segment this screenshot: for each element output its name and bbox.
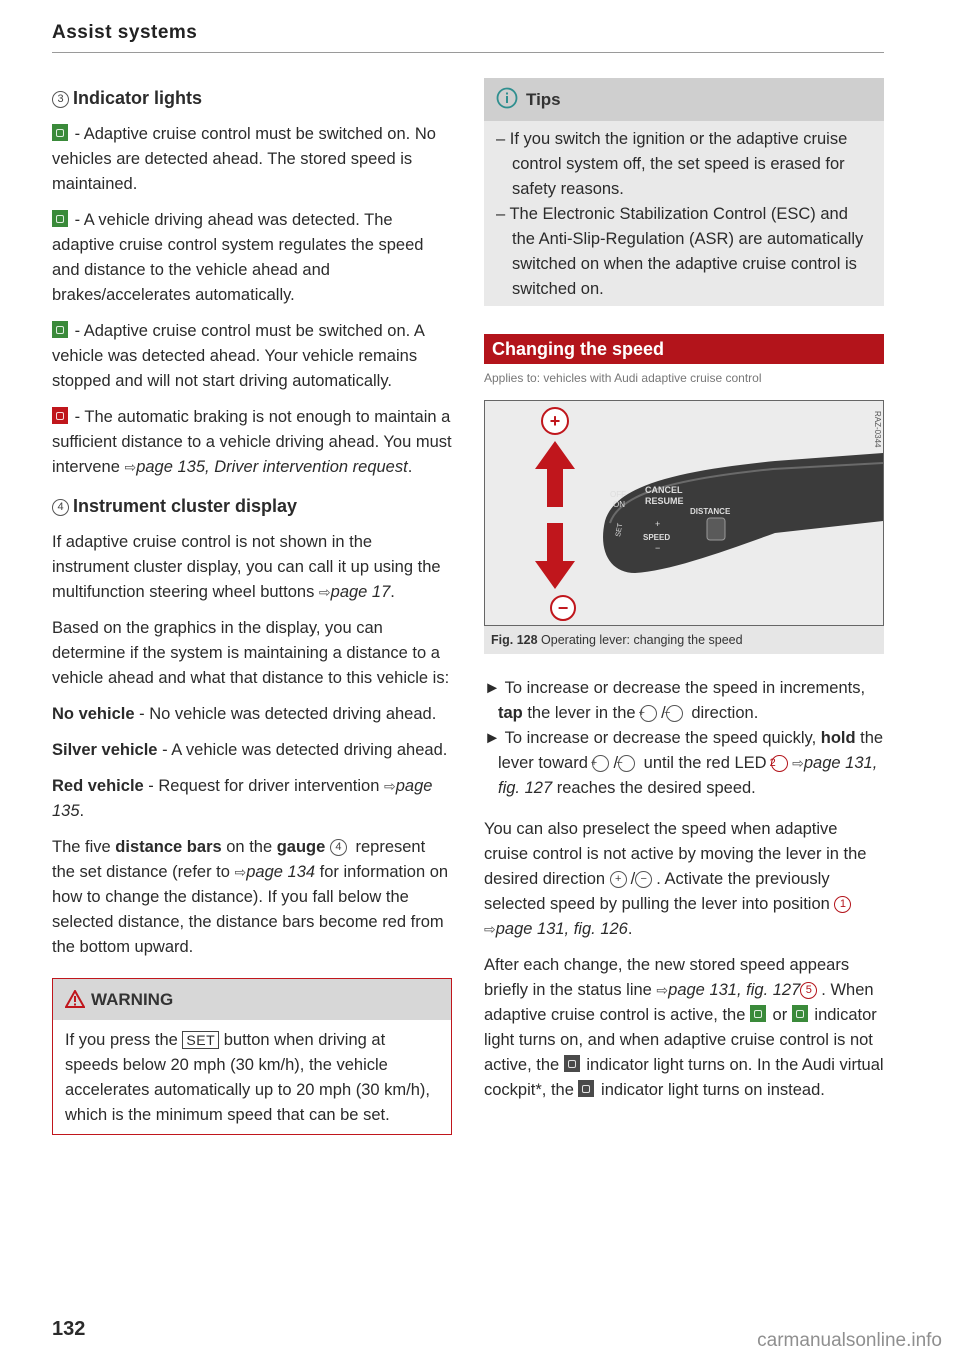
right-column [484, 78, 884, 1114]
page-ref-arrow-icon: ⇨ [124, 459, 137, 475]
paragraph: After each change, the new stored speed appears briefly in the status line ⇨page 131, fig. 127 5 . When adaptive cruise control is active, the or indicator light turns on, and when adaptive cruise control is not active, the indicator light turns on. In the Audi virtual cockpit*, the indicator light turns on instead. [484, 956, 884, 1099]
svg-text:+: + [655, 519, 661, 529]
definition-item: Silver vehicle - A vehicle was detected driving ahead. [52, 741, 448, 759]
cruise-inactive-indicator-icon [564, 1055, 580, 1072]
paragraph: The five distance bars on the gauge 4 represent the set distance (refer to ⇨page 134 for information on how to change the distance). If you fall below the selected distance, the distance bars become red from the bottom upward. [52, 838, 449, 956]
driver-intervention-indicator-icon [52, 407, 68, 424]
svg-text:ON: ON [613, 500, 625, 509]
minus-symbol: − [666, 705, 683, 722]
warning-triangle-icon [65, 990, 85, 1008]
cruise-active-indicator-icon [792, 1005, 808, 1022]
instruction-item: ► To increase or decrease the speed in increments, tap the lever in the + /− direction. [484, 679, 866, 722]
indicator-item: - Adaptive cruise control must be switched on. A vehicle was detected ahead. Your vehicle remains stopped and will not start driving automatically. [52, 322, 425, 390]
svg-text:−: − [655, 543, 661, 553]
plus-symbol: + [640, 705, 657, 722]
tip-item: – If you switch the ignition or the adaptive cruise control system off, the set speed is erased for safety reasons. [496, 130, 848, 198]
page-link[interactable]: page 131, fig. 126 [495, 920, 628, 938]
callout-number: 5 [800, 982, 817, 999]
plus-label: + [549, 411, 561, 431]
paragraph: Based on the graphics in the display, you can determine if the system is maintaining a distance to a vehicle ahead and what that distance to this vehicle is: [52, 619, 450, 687]
cluster-display-heading: 4 Instrument cluster display [52, 494, 452, 518]
page-ref-arrow-icon: ⇨ [384, 778, 396, 794]
indicator-lights-heading: 3 Indicator lights [52, 86, 452, 110]
page-ref-arrow-icon: ⇨ [234, 864, 247, 880]
indicator-item: - A vehicle driving ahead was detected. The adaptive cruise control system regulates the speed and distance to the vehicle ahead and brakes/accelerates automatically. [52, 211, 424, 304]
tip-item: – The Electronic Stabilization Control (ESC) and the Anti-Slip-Regulation (ASR) are automatically switched on when the adaptive cruise control is switched on. [496, 205, 864, 298]
cruise-vehicle-indicator-icon [52, 210, 68, 227]
section-heading: Changing the speed [484, 334, 884, 364]
svg-text:SPEED: SPEED [643, 533, 671, 542]
cruise-indicator-icon [52, 124, 68, 141]
minus-symbol: − [618, 755, 635, 772]
svg-text:RESUME: RESUME [645, 496, 684, 506]
page-link[interactable]: page 135, Driver intervention request [136, 458, 408, 476]
site-watermark: carmanualsonline.info [757, 1330, 942, 1351]
tips-box [484, 78, 884, 306]
svg-text:SET: SET [615, 522, 625, 538]
minus-symbol: − [635, 871, 652, 888]
page-ref-arrow-icon: ⇨ [656, 982, 669, 998]
paragraph: If adaptive cruise control is not shown in the instrument cluster display, you can call it up using the multifunction steering wheel buttons ⇨page 17. [52, 533, 441, 601]
lever-illustration [485, 401, 883, 625]
callout-number: 3 [52, 91, 69, 108]
paragraph: You can also preselect the speed when adaptive cruise control is not active by moving the lever in the desired direction + / − . Activate the previously selected speed by pulling the lever into position 1⇨page 131, fig. 126. [484, 820, 867, 938]
page-link[interactable]: page 131, fig. 127 [668, 981, 801, 999]
set-button-label: SET [182, 1031, 219, 1049]
indicator-item: - The automatic braking is not enough to maintain a sufficient distance to a vehicle driving ahead. You must intervene ⇨page 135, Driver intervention request. [52, 408, 452, 476]
indicator-item: - Adaptive cruise control must be switched on. No vehicles are detected ahead. The stored speed is maintained. [52, 125, 436, 193]
figure-code: RAZ-0344 [873, 411, 882, 448]
page-ref-arrow-icon: ⇨ [792, 755, 804, 771]
section-title: Assist systems [52, 22, 198, 43]
left-column [52, 86, 452, 1135]
tips-header: Tips [484, 78, 884, 121]
callout-number: 4 [330, 839, 347, 856]
warning-box [52, 978, 452, 1135]
page-link[interactable]: page 135 [52, 777, 433, 820]
svg-text:OFF: OFF [610, 490, 626, 499]
info-icon [496, 87, 518, 109]
tips-body [484, 121, 884, 306]
cruise-stopped-indicator-icon [52, 321, 68, 338]
page-ref-arrow-icon: ⇨ [484, 921, 496, 937]
lever-figure [484, 400, 884, 626]
page-link[interactable]: page 131, fig. 127 [498, 754, 878, 797]
page-header [52, 22, 884, 53]
page-number: 132 [52, 1318, 86, 1340]
cruise-active-indicator-icon [750, 1005, 766, 1022]
callout-number: 4 [52, 499, 69, 516]
virtual-cockpit-indicator-icon [578, 1080, 594, 1097]
instruction-item: ► To increase or decrease the speed quickly, hold the lever toward + /− until the red LED 2 ⇨page 131, fig. 127 reaches the desired speed. [484, 729, 884, 797]
minus-label: − [557, 598, 569, 618]
distance-switch [707, 518, 725, 540]
page-link[interactable]: page 134 [246, 863, 316, 881]
definition-item: No vehicle - No vehicle was detected driving ahead. [52, 705, 437, 723]
svg-text:CANCEL: CANCEL [645, 485, 683, 495]
callout-number: 1 [834, 896, 851, 913]
warning-header: WARNING [53, 979, 451, 1020]
definition-item: Red vehicle - Request for driver intervention ⇨page 135. [52, 777, 433, 820]
figure-caption: Fig. 128 Operating lever: changing the speed [484, 626, 884, 654]
callout-number: 2 [771, 755, 788, 772]
plus-symbol: + [592, 755, 609, 772]
svg-text:DISTANCE: DISTANCE [690, 507, 731, 516]
page-ref-arrow-icon: ⇨ [318, 584, 331, 600]
page-link[interactable]: page 17 [330, 583, 391, 601]
applies-to-note: Applies to: vehicles with Audi adaptive cruise control [484, 371, 762, 385]
plus-symbol: + [610, 871, 627, 888]
warning-body: If you press the SET button when driving at speeds below 20 mph (30 km/h), the vehicle accelerates automatically up to 20 mph (30 km/h), which is the minimum speed that can be set. [65, 1031, 431, 1124]
